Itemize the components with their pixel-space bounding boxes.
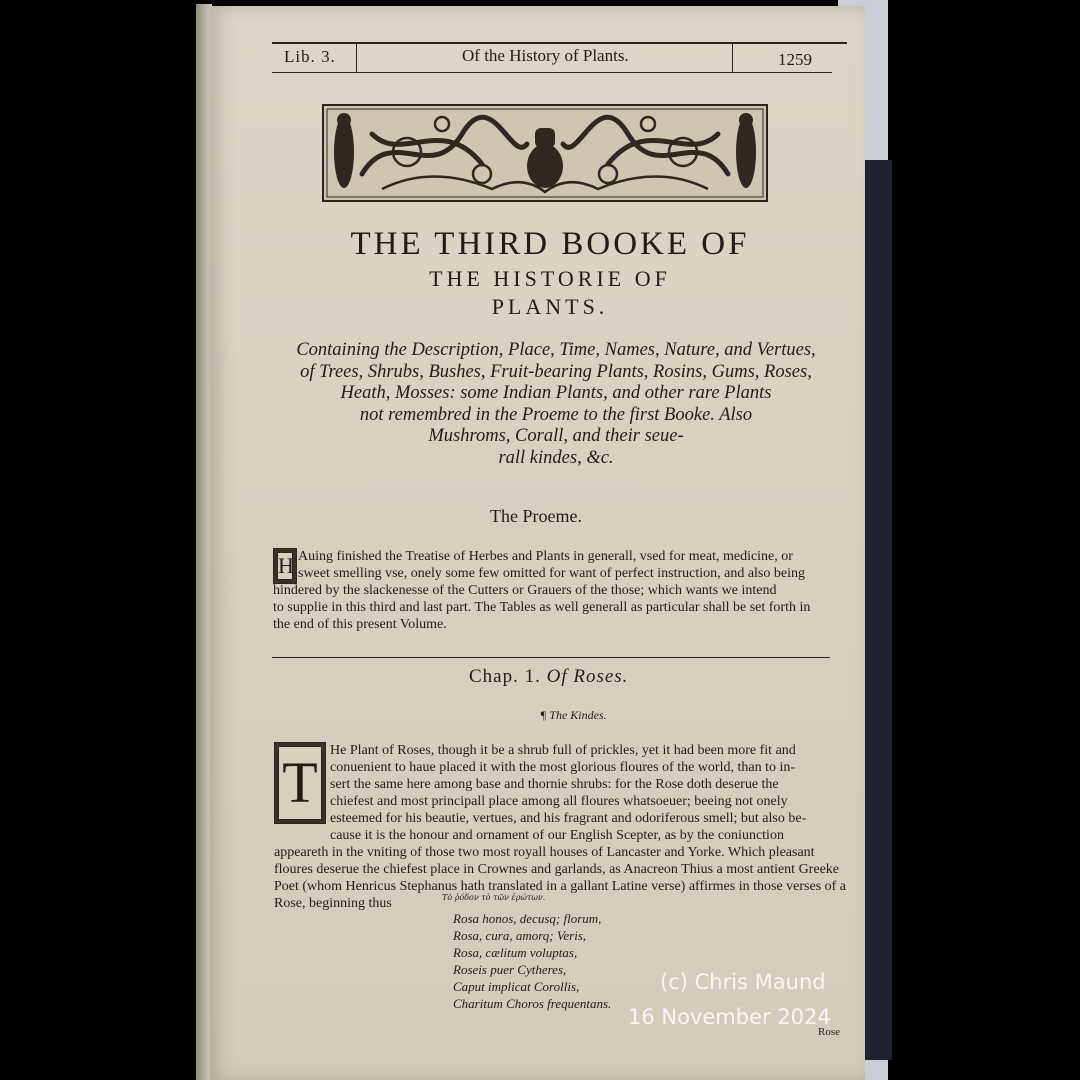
header-rule-bottom: [272, 72, 832, 73]
body-line: floures deserue the chiefest place in Crownes and garlands, as Anacreon Thius a most antient Greeke: [274, 862, 839, 877]
chapter-drop-cap: [274, 742, 326, 824]
book-title-line-3: PLANTS.: [491, 294, 609, 319]
header-divider: [732, 44, 733, 72]
latin-verse: [453, 910, 611, 1012]
drop-cap-letter: T: [278, 746, 322, 820]
verse-line: Rosa, cælitum voluptas,: [453, 945, 578, 960]
running-title: Of the History of Plants.: [462, 46, 629, 65]
body-line: sert the same here among base and thornie shrubs: for the Rose doth deserue the: [330, 777, 779, 792]
header-rule-top: [272, 42, 847, 44]
proeme-drop-cap: [273, 548, 297, 584]
greek-marginal-tag: Τὸ ῥόδον τὸ τῶν ἐρώτων.: [442, 893, 546, 902]
date-watermark: 16 November 2024: [628, 1005, 831, 1029]
body-line: Rose, beginning thus: [274, 896, 392, 911]
chapter-heading: [469, 666, 628, 688]
verse-line: Rosa honos, decusq; florum,: [453, 911, 602, 926]
woodcut-ornament: [322, 104, 768, 202]
body-line: He Plant of Roses, though it be a shrub full of prickles, yet it had been more fit and: [330, 743, 796, 758]
drop-cap-letter: H: [278, 553, 294, 578]
running-header: [272, 42, 847, 76]
body-line: appeareth in the vniting of those two most royall houses of Lancaster and Yorke. Which pleasant: [274, 845, 815, 860]
body-line: conuenient to haue placed it with the most glorious floures of the world, than to in-: [330, 760, 796, 775]
subtitle-line: Containing the Description, Place, Time, Names, Nature, and Vertues,: [296, 340, 816, 360]
proeme-heading: The Proeme.: [490, 506, 582, 526]
section-label: ¶ The Kindes.: [540, 708, 607, 722]
verse-line: Roseis puer Cytheres,: [453, 962, 567, 977]
proeme-line: sweet smelling vse, onely some few omitted for want of perfect instruction, and also being: [298, 566, 805, 581]
body-line: chiefest and most principall place among all floures whatsoeuer; beeing not onely: [330, 794, 788, 809]
page-number: 1259: [778, 50, 812, 69]
body-line: cause it is the honour and ornament of our English Scepter, as by the coniunction: [330, 828, 784, 843]
header-divider: [356, 44, 357, 72]
body-line: esteemed for his beautie, vertues, and his fragrant and odoriferous smell; but also be-: [330, 811, 807, 826]
proeme-line: Auing finished the Treatise of Herbes and Plants in generall, vsed for meat, medicine, or: [298, 549, 793, 564]
background-shadow: [862, 160, 892, 1060]
subtitle-line: not remembred in the Proeme to the first Booke. Also: [359, 404, 753, 425]
proeme-line: the end of this present Volume.: [273, 617, 447, 632]
book-title-line-2: THE HISTORIE OF: [429, 266, 671, 291]
chapter-number: Chap. 1.: [469, 666, 541, 687]
proeme-line: hindered by the slackenesse of the Cutters or Grauers of the those; which wants we intend: [273, 583, 777, 598]
book-number: Lib. 3.: [284, 47, 336, 66]
body-line: Poet (whom Henricus Stephanus hath translated in a gallant Latine verse) affirmes in those verses of a: [274, 879, 847, 894]
proeme-line: to supplie in this third and last part. The Tables as well generall as particular shall be set forth in: [273, 600, 811, 615]
verse-line: Rosa, cura, amorq; Veris,: [453, 928, 587, 943]
subtitle-line: Mushroms, Corall, and their seue-: [428, 426, 684, 446]
copyright-watermark: (c) Chris Maund: [660, 970, 826, 994]
book-subtitle: [266, 340, 846, 469]
book-title-line-1: THE THIRD BOOKE OF: [350, 226, 750, 262]
catchword: Rose: [818, 1026, 840, 1038]
subtitle-line: rall kindes, &c.: [498, 447, 614, 468]
chapter-title: Of Roses.: [546, 666, 629, 687]
section-divider: [272, 657, 830, 658]
subtitle-line: Heath, Mosses: some Indian Plants, and other rare Plants: [340, 383, 772, 403]
subtitle-line: of Trees, Shrubs, Bushes, Fruit-bearing Plants, Rosins, Gums, Roses,: [300, 361, 812, 382]
verse-line: Charitum Choros frequentans.: [453, 996, 612, 1011]
verse-line: Caput implicat Corollis,: [453, 979, 580, 994]
